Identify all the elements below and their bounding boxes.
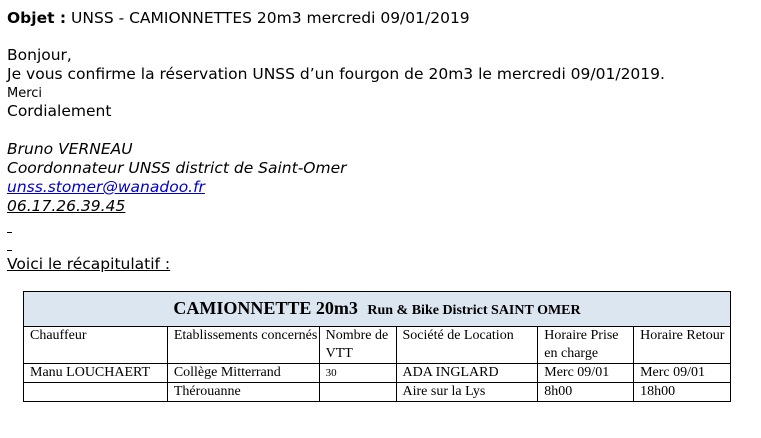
- table-cell: Merc 09/01: [634, 364, 731, 383]
- table-title-cell: [24, 292, 731, 327]
- body-line: Je vous confirme la réservation UNSS d’un fourgon de 20m3 le mercredi 09/01/2019.: [7, 65, 665, 83]
- table-cell: ADA INGLARD: [396, 364, 538, 383]
- column-header: Nombre de VTT: [319, 327, 396, 364]
- table-cell: [319, 383, 396, 402]
- signature-email-link[interactable]: unss.stomer@wanadoo.fr: [7, 178, 205, 196]
- column-header: Etablissements concernés: [167, 327, 319, 364]
- table-row: [24, 364, 731, 383]
- table-cell: 18h00: [634, 383, 731, 402]
- table-cell: Aire sur la Lys: [396, 383, 538, 402]
- underline-stub: [7, 250, 12, 251]
- table-row: [24, 383, 731, 402]
- table-cell: [24, 383, 168, 402]
- subject-line: [7, 9, 470, 28]
- table-header-row: [24, 327, 731, 364]
- table-cell: 30: [319, 364, 396, 383]
- recap-table: [23, 291, 731, 402]
- signature-title: Coordonnateur UNSS district de Saint-Omer: [7, 159, 347, 177]
- recap-intro: Voici le récapitulatif :: [7, 255, 171, 273]
- column-header: Société de Location: [396, 327, 538, 364]
- subject-label: Objet :: [7, 9, 67, 27]
- thanks-text: Merci: [7, 86, 43, 101]
- signature-phone: 06.17.26.39.45: [7, 197, 126, 215]
- column-header: Horaire Retour: [634, 327, 731, 364]
- column-header: Chauffeur: [24, 327, 168, 364]
- table-cell: Manu LOUCHAERT: [24, 364, 168, 383]
- table-cell: Merc 09/01: [538, 364, 634, 383]
- table-cell: Thérouanne: [167, 383, 319, 402]
- table-subtitle: Run & Bike District SAINT OMER: [367, 302, 581, 318]
- greeting: Bonjour,: [7, 46, 72, 64]
- underline-stub: [7, 232, 12, 233]
- table-title: CAMIONNETTE 20m3: [173, 297, 358, 318]
- table-cell: 8h00: [538, 383, 634, 402]
- subject-text: UNSS - CAMIONNETTES 20m3 mercredi 09/01/2019: [71, 9, 470, 27]
- closing-text: Cordialement: [7, 102, 112, 120]
- table-cell: Collège Mitterrand: [167, 364, 319, 383]
- column-header: Horaire Prise en charge: [538, 327, 634, 364]
- signature-name: Bruno VERNEAU: [7, 140, 133, 158]
